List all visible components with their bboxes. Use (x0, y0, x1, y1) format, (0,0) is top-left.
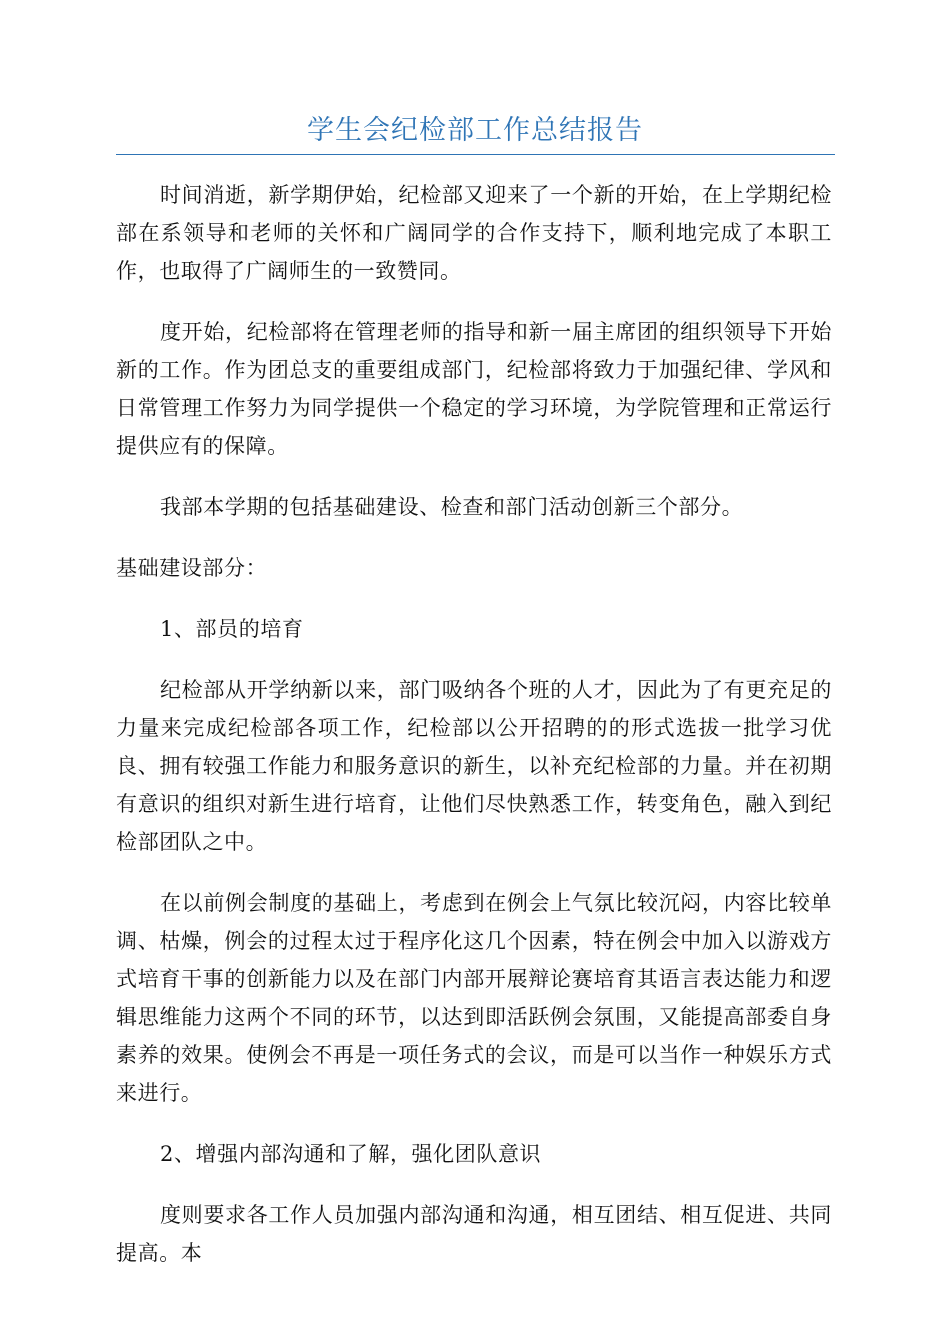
subheading-member-training: 1、部员的培育 (160, 617, 304, 641)
paragraph-meetings: 在以前例会制度的基础上，考虑到在例会上气氛比较沉闷，内容比较单调、枯燥，例会的过程太过于程序化这几个因素，特在例会中加入以游戏方式培育干事的创新能力以及在部门内部开展辩论赛培育其语言表达能力和逻辑思维能力这两个不同的环节，以达到即活跃例会氛围，又能提高部委自身素养的效果。使例会不再是一项任务式的会议，而是可以当作一种娱乐方式来进行。 (116, 891, 832, 1105)
paragraph-plan: 度开始，纪检部将在管理老师的指导和新一届主席团的组织领导下开始新的工作。作为团总支的重要组成部门，纪检部将致力于加强纪律、学风和日常管理工作努力为同学提供一个稳定的学习环境，为学院管理和正常运行提供应有的保障。 (116, 320, 832, 458)
section-heading-infrastructure: 基础建设部分： (116, 556, 268, 580)
paragraph-recruitment: 纪检部从开学纳新以来，部门吸纳各个班的人才，因此为了有更充足的力量来完成纪检部各项工作，纪检部以公开招聘的的形式选拔一批学习优良、拥有较强工作能力和服务意识的新生，以补充纪检部的力量。并在初期有意识的组织对新生进行培育，让他们尽快熟悉工作，转变角色，融入到纪检部团队之中。 (116, 678, 832, 854)
title-underline (116, 154, 835, 155)
paragraph-teamwork: 度则要求各工作人员加强内部沟通和沟通，相互团结、相互促进、共同提高。本 (116, 1203, 832, 1265)
paragraph-scope: 我部本学期的包括基础建设、检查和部门活动创新三个部分。 (160, 495, 744, 519)
document-title: 学生会纪检部工作总结报告 (307, 115, 643, 146)
paragraph-intro: 时间消逝，新学期伊始，纪检部又迎来了一个新的开始，在上学期纪检部在系领导和老师的关怀和广阔同学的合作支持下，顺利地完成了本职工作，也取得了广阔师生的一致赞同。 (116, 183, 832, 283)
document-body (116, 176, 832, 1295)
subheading-communication: 2、增强内部沟通和了解，强化团队意识 (160, 1142, 542, 1166)
